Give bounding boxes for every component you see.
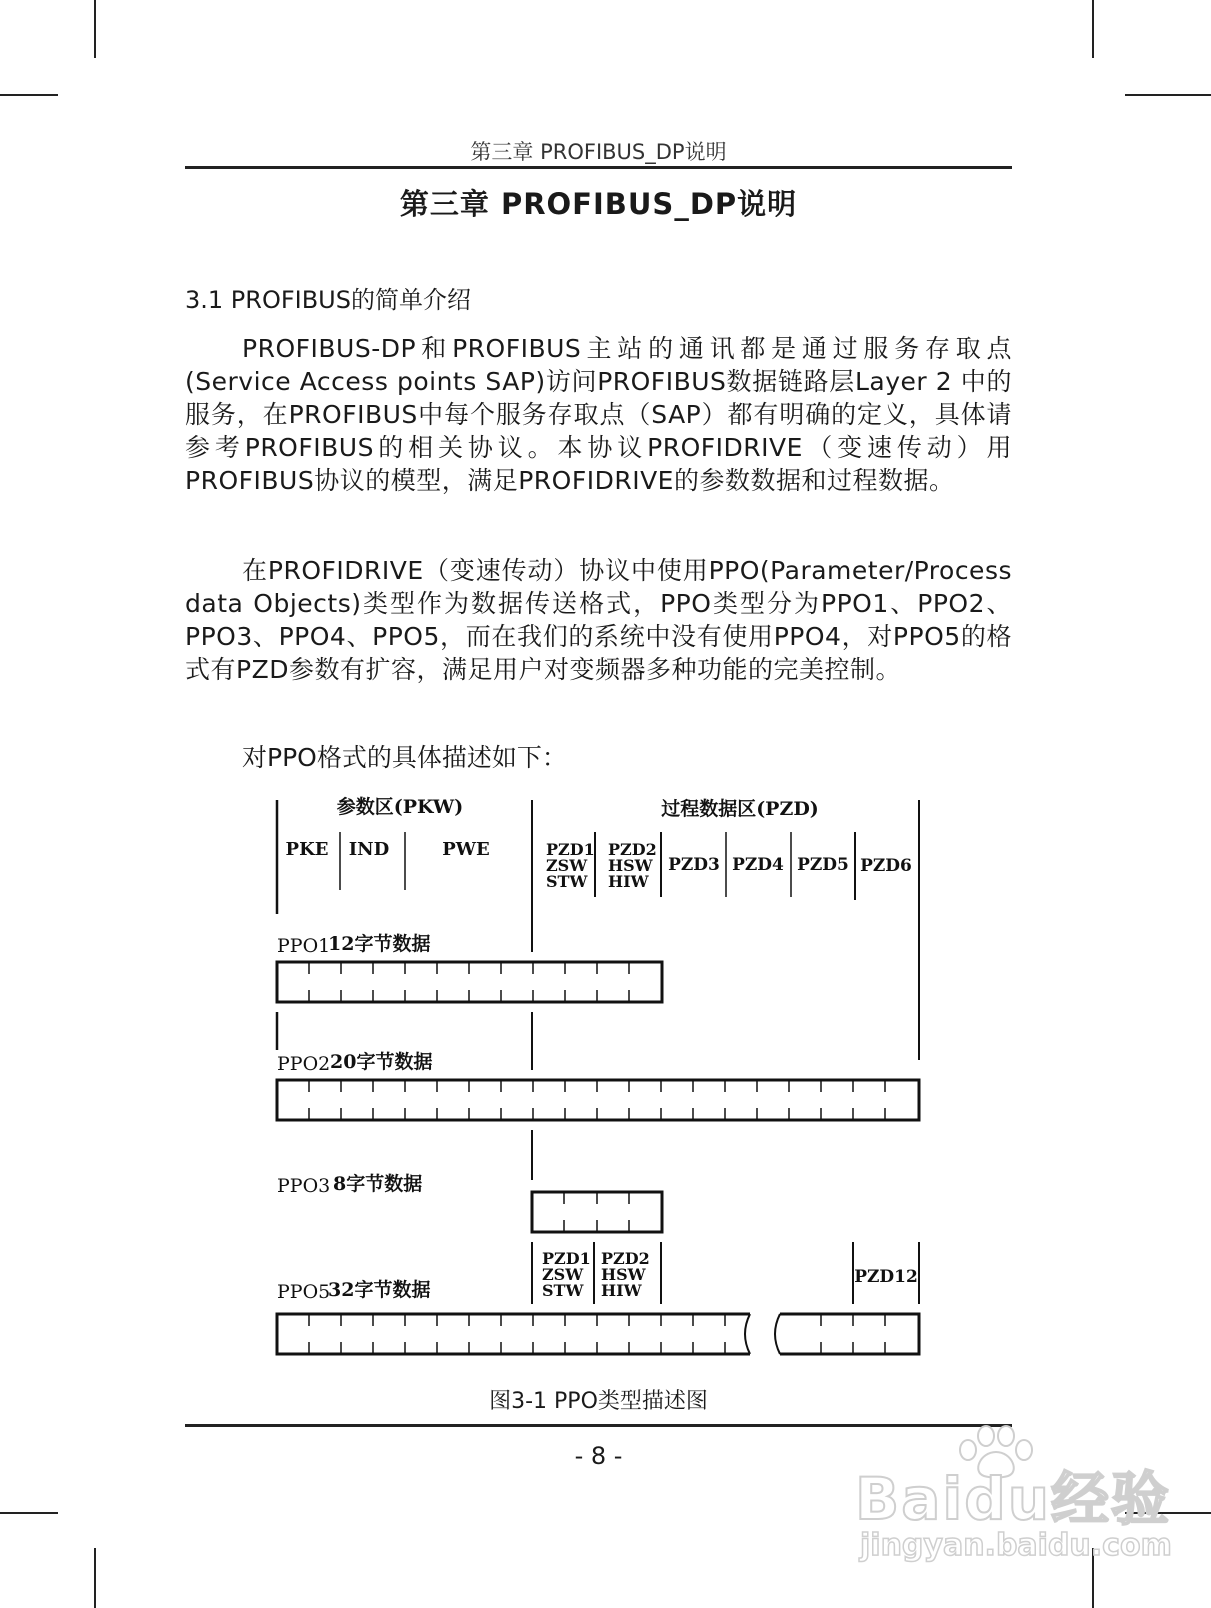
hsw-label: HSW: [608, 856, 653, 875]
pzd-area-label: 过程数据区(PZD): [661, 798, 819, 820]
paragraph-2: 在PROFIDRIVE（变速传动）协议中使用PPO(Parameter/Process data Objects)类型作为数据传送格式，PPO类型分为PPO1、PPO2、PPO3、PPO4、PPO5，而在我们的系统中没有使用PPO4，对PPO5的格式有PZD参数有扩容，满足用户对变频器多种功能的完美控制。: [185, 556, 1012, 684]
pkw-area-label: 参数区(PKW): [336, 796, 464, 818]
ppo5-pzd2-label: PZD2: [601, 1249, 650, 1268]
pzd4-label: PZD4: [732, 855, 784, 875]
ind-label: IND: [348, 839, 390, 860]
page-number: - 8 -: [574, 1442, 623, 1470]
pzd5-label: PZD5: [797, 855, 849, 875]
ppo2-name: PPO2: [277, 1053, 331, 1075]
ppo5-pzd1-label: PZD1: [542, 1249, 591, 1268]
ppo5-hiw-label: HIW: [601, 1281, 642, 1300]
ppo3-desc: 8字节数据: [333, 1173, 423, 1195]
chapter-title: 第三章 PROFIBUS_DP说明: [399, 187, 798, 221]
ppo3-name: PPO3: [277, 1175, 331, 1197]
pzd1-label: PZD1: [546, 840, 595, 859]
pke-label: PKE: [285, 839, 329, 860]
intro-text: 对PPO格式的具体描述如下：: [242, 743, 567, 772]
stw-label: STW: [546, 872, 588, 891]
pwe-label: PWE: [442, 839, 490, 860]
ppo5-zsw-label: ZSW: [542, 1265, 584, 1284]
zsw-label: ZSW: [546, 856, 588, 875]
footer-rule: [185, 1424, 1012, 1427]
ppo5-desc: 32字节数据: [328, 1279, 431, 1301]
figure-caption: 图3-1 PPO类型描述图: [489, 1389, 708, 1414]
pzd2-label: PZD2: [608, 840, 657, 859]
hiw-label: HIW: [608, 872, 649, 891]
section-heading: 3.1 PROFIBUS的简单介绍: [185, 286, 471, 314]
pzd6-label: PZD6: [860, 856, 912, 876]
paragraph-1: PROFIBUS-DP和PROFIBUS主站的通讯都是通过服务存取点(Service Access points SAP)访问PROFIBUS数据链路层Layer 2 中的服务，在PROFIBUS中每个服务存取点（SAP）都有明确的定义，具体请参考PROFIBUS的相关协议。本协议PROFIDRIVE（变速传动）用PROFIBUS协议的模型，满足PROFIDRIVE的参数数据和过程数据。: [185, 334, 1012, 495]
ppo2-desc: 20字节数据: [330, 1051, 433, 1073]
ppo5-stw-label: STW: [542, 1281, 584, 1300]
watermark-logo: Baidu经验: [855, 1465, 1172, 1533]
running-header: 第三章 PROFIBUS_DP说明: [470, 140, 727, 164]
ppo1-name: PPO1: [277, 935, 331, 957]
ppo1-desc: 12字节数据: [328, 933, 431, 955]
watermark-url: jingyan.baidu.com: [860, 1528, 1172, 1563]
pzd12-label: PZD12: [854, 1267, 918, 1287]
pzd3-label: PZD3: [668, 855, 720, 875]
ppo5-hsw-label: HSW: [601, 1265, 646, 1284]
ppo5-name: PPO5: [277, 1281, 331, 1303]
